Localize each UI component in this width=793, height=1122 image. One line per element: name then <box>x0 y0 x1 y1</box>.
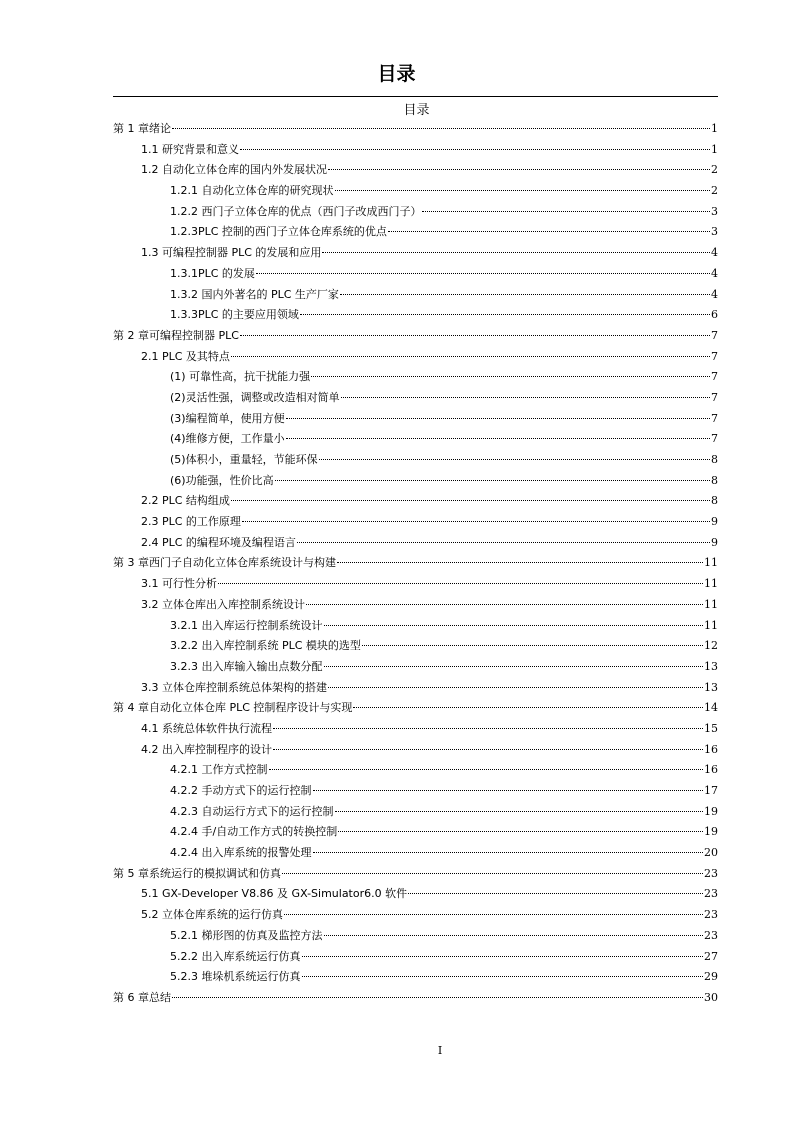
toc-entry-page: 27 <box>704 949 718 963</box>
toc-entry-label: 1.3.2 国内外著名的 PLC 生产厂家 <box>170 287 339 301</box>
toc-entry-page: 14 <box>704 701 718 715</box>
toc-entry-page: 11 <box>704 556 718 570</box>
toc-entry[interactable] <box>113 905 718 926</box>
page-number: I <box>437 1044 443 1057</box>
toc-entry-page: 1 <box>711 122 718 135</box>
toc-entry-label: 3.2.1 出入库运行控制系统设计 <box>170 618 323 632</box>
dot-leader <box>231 356 710 357</box>
toc-entry-label: 2.2 PLC 结构组成 <box>141 494 230 508</box>
toc-entry-page: 9 <box>711 515 718 529</box>
dot-leader <box>322 252 710 253</box>
dot-leader <box>313 852 704 853</box>
toc-entry-label: 1.1 研究背景和意义 <box>141 142 239 156</box>
dot-leader <box>319 459 710 460</box>
toc-entry-page: 16 <box>704 742 718 756</box>
toc-entry-label: 第 4 章自动化立体仓库 PLC 控制程序设计与实现 <box>113 701 353 715</box>
dot-leader <box>324 666 704 667</box>
toc-entry[interactable] <box>113 285 718 306</box>
toc-entry-label: 1.3.3PLC 的主要应用领域 <box>170 308 299 322</box>
toc-entry-label: 4.2.4 手/自动工作方式的转换控制 <box>170 825 338 839</box>
toc-entry-page: 8 <box>711 473 718 487</box>
toc-entry-label: 第 5 章系统运行的模拟调试和仿真 <box>113 866 281 880</box>
toc-entry-page: 7 <box>711 390 718 404</box>
toc-entry-page: 7 <box>711 370 718 384</box>
toc-entry-page: 11 <box>704 597 718 611</box>
dot-leader <box>328 687 703 688</box>
toc-entry[interactable] <box>113 802 718 823</box>
toc-entry[interactable] <box>113 533 718 554</box>
toc-entry[interactable] <box>113 491 718 512</box>
toc-entry-page: 1 <box>711 142 718 156</box>
dot-leader <box>172 997 703 998</box>
toc-entry-label: 3.2.3 出入库输入输出点数分配 <box>170 659 323 673</box>
toc-entry[interactable] <box>113 947 718 968</box>
dot-leader <box>302 976 704 977</box>
toc-entry-label: 1.3 可编程控制器 PLC 的发展和应用 <box>141 246 322 260</box>
toc-entry[interactable] <box>113 553 718 574</box>
toc-entry-page: 13 <box>704 680 718 694</box>
toc-entry-label: 4.2.1 工作方式控制 <box>170 763 268 777</box>
toc-entry[interactable] <box>113 264 718 285</box>
toc-entry-label: (6)功能强，性价比高 <box>170 473 274 487</box>
toc-entry-page: 23 <box>704 928 718 942</box>
toc-entry-label: 2.3 PLC 的工作原理 <box>141 515 241 529</box>
toc-entry[interactable] <box>113 698 718 719</box>
toc-entry[interactable] <box>113 926 718 947</box>
toc-entry-page: 17 <box>704 784 718 797</box>
dot-leader <box>311 376 710 377</box>
toc-entry-label: 4.2 出入库控制程序的设计 <box>141 742 272 756</box>
toc-entry-label: (4)维修方便，工作量小 <box>170 432 285 446</box>
header-rule <box>113 96 718 97</box>
dot-leader <box>353 707 703 708</box>
toc-entry-label: (5)体积小，重量轻，节能环保 <box>170 453 318 466</box>
toc-entry-label: 5.2.3 堆垛机系统运行仿真 <box>170 970 301 984</box>
toc-entry-page: 3 <box>711 204 718 218</box>
toc-entry-label: 1.2 自动化立体仓库的国内外发展状况 <box>141 163 327 177</box>
toc-entry-page: 16 <box>704 763 718 777</box>
toc-entry-label: 1.2.2 西门子立体仓库的优点（西门子改成西门子） <box>170 204 422 218</box>
toc-entry[interactable] <box>113 450 718 471</box>
toc-entry-label: 5.2.1 梯形图的仿真及监控方法 <box>170 928 323 942</box>
dot-leader <box>297 542 710 543</box>
toc-entry-page: 8 <box>711 453 718 466</box>
dot-leader <box>328 169 710 170</box>
toc-entry[interactable] <box>113 884 718 905</box>
toc-entry[interactable] <box>113 409 718 430</box>
toc-entry-label: 3.1 可行性分析 <box>141 577 217 591</box>
toc-entry-label: 4.1 系统总体软件执行流程 <box>141 721 272 735</box>
toc-entry-page: 3 <box>711 225 718 239</box>
dot-leader <box>338 831 703 832</box>
toc-entry[interactable] <box>113 740 718 761</box>
dot-leader <box>284 914 703 915</box>
toc-entry[interactable] <box>113 388 718 409</box>
document-title: 目录 <box>377 63 416 85</box>
toc-entry-label: 1.2.1 自动化立体仓库的研究现状 <box>170 184 334 198</box>
toc-entry-page: 12 <box>704 639 718 653</box>
dot-leader <box>240 335 710 336</box>
toc-entry-page: 7 <box>711 411 718 425</box>
toc-entry[interactable] <box>113 367 718 388</box>
dot-leader <box>313 790 704 791</box>
toc-entry[interactable] <box>113 181 718 202</box>
toc-entry[interactable] <box>113 471 718 492</box>
dot-leader <box>273 728 703 729</box>
toc-entry[interactable] <box>113 305 718 326</box>
dot-leader <box>340 294 710 295</box>
toc-entry[interactable] <box>113 781 718 802</box>
toc-entry-page: 15 <box>704 721 718 735</box>
dot-leader <box>335 811 704 812</box>
toc-entry-page: 19 <box>704 825 718 839</box>
dot-leader <box>337 562 703 563</box>
dot-leader <box>300 314 710 315</box>
dot-leader <box>302 956 704 957</box>
dot-leader <box>324 625 704 626</box>
toc-entry-label: (1) 可靠性高，抗干扰能力强 <box>170 370 311 384</box>
toc-entry[interactable] <box>113 678 718 699</box>
toc-entry[interactable] <box>113 636 718 657</box>
toc-entry[interactable] <box>113 119 718 140</box>
toc-entry-page: 2 <box>711 163 718 177</box>
toc-entry[interactable] <box>113 657 718 678</box>
toc-entry[interactable] <box>113 574 718 595</box>
dot-leader <box>324 935 704 936</box>
dot-leader <box>218 583 703 584</box>
dot-leader <box>282 873 703 874</box>
toc-entry[interactable] <box>113 760 718 781</box>
toc-entry[interactable] <box>113 243 718 264</box>
dot-leader <box>335 190 711 191</box>
toc-entry-page: 7 <box>711 432 718 446</box>
dot-leader <box>269 769 704 770</box>
toc-entry-page: 20 <box>704 846 718 860</box>
toc-entry-page: 4 <box>711 287 718 301</box>
toc-entry[interactable] <box>113 429 718 450</box>
dot-leader <box>408 893 703 894</box>
dot-leader <box>273 749 703 750</box>
toc-entry-label: 第 6 章总结 <box>113 990 171 1004</box>
toc-entry-page: 2 <box>711 184 718 198</box>
dot-leader <box>240 149 710 150</box>
toc-entry[interactable] <box>113 347 718 368</box>
toc-entry-label: 5.1 GX-Developer V8.86 及 GX-Simulator6.0 软件 <box>141 887 408 901</box>
dot-leader <box>256 273 710 274</box>
toc-heading: 目录 <box>403 103 430 118</box>
dot-leader <box>275 480 710 481</box>
toc-entry-page: 13 <box>704 659 718 673</box>
toc-entry[interactable] <box>113 719 718 740</box>
toc-entry[interactable] <box>113 202 718 223</box>
toc-entry-page: 7 <box>711 328 718 342</box>
toc-entry-page: 8 <box>711 494 718 508</box>
dot-leader <box>341 397 710 398</box>
toc-entry-page: 29 <box>704 970 718 984</box>
table-of-contents <box>113 119 718 1009</box>
toc-entry-label: 5.2.2 出入库系统运行仿真 <box>170 949 301 963</box>
dot-leader <box>388 231 710 232</box>
toc-entry-label: 4.2.4 出入库系统的报警处理 <box>170 846 312 860</box>
toc-entry-label: (2)灵活性强，调整或改造相对简单 <box>170 390 340 404</box>
toc-entry[interactable] <box>113 326 718 347</box>
toc-entry-page: 23 <box>704 908 718 922</box>
toc-entry-label: 3.2.2 出入库控制系统 PLC 模块的选型 <box>170 639 361 653</box>
toc-entry-label: 4.2.2 手动方式下的运行控制 <box>170 784 312 797</box>
toc-entry[interactable] <box>113 864 718 885</box>
toc-entry-page: 4 <box>711 266 718 280</box>
dot-leader <box>286 418 710 419</box>
toc-entry-page: 23 <box>704 887 718 901</box>
toc-entry-label: 第 2 章可编程控制器 PLC <box>113 328 239 342</box>
toc-entry-label: 第 1 章绪论 <box>113 122 171 135</box>
toc-entry[interactable] <box>113 843 718 864</box>
toc-entry-page: 11 <box>704 618 718 632</box>
dot-leader <box>422 211 710 212</box>
dot-leader <box>231 500 710 501</box>
toc-entry-label: 1.2.3PLC 控制的西门子立体仓库系统的优点 <box>170 225 387 239</box>
toc-entry-label: 5.2 立体仓库系统的运行仿真 <box>141 908 283 922</box>
toc-entry-label: 3.3 立体仓库控制系统总体架构的搭建 <box>141 680 327 694</box>
dot-leader <box>242 521 710 522</box>
toc-entry-page: 9 <box>711 535 718 549</box>
toc-entry-label: 3.2 立体仓库出入库控制系统设计 <box>141 597 305 611</box>
toc-entry-page: 4 <box>711 246 718 260</box>
toc-entry-page: 19 <box>704 804 718 818</box>
toc-entry[interactable] <box>113 822 718 843</box>
dot-leader <box>172 128 710 129</box>
toc-entry[interactable] <box>113 595 718 616</box>
toc-entry[interactable] <box>113 512 718 533</box>
toc-entry-label: (3)编程简单，使用方便 <box>170 411 285 425</box>
toc-entry[interactable] <box>113 967 718 988</box>
toc-entry[interactable] <box>113 222 718 243</box>
dot-leader <box>362 645 703 646</box>
toc-entry-page: 30 <box>704 990 718 1004</box>
toc-entry-page: 7 <box>711 349 718 363</box>
toc-entry-label: 4.2.3 自动运行方式下的运行控制 <box>170 804 334 818</box>
toc-entry[interactable] <box>113 616 718 637</box>
toc-entry[interactable] <box>113 988 718 1009</box>
toc-entry-page: 11 <box>704 577 718 591</box>
toc-entry-page: 6 <box>711 308 718 322</box>
toc-entry-label: 第 3 章西门子自动化立体仓库系统设计与构建 <box>113 556 336 570</box>
dot-leader <box>306 604 703 605</box>
toc-entry-label: 2.1 PLC 及其特点 <box>141 349 230 363</box>
dot-leader <box>286 438 710 439</box>
toc-entry-label: 2.4 PLC 的编程环境及编程语言 <box>141 535 296 549</box>
toc-entry-label: 1.3.1PLC 的发展 <box>170 266 255 280</box>
toc-entry-page: 23 <box>704 866 718 880</box>
toc-entry[interactable] <box>113 160 718 181</box>
toc-entry[interactable] <box>113 140 718 161</box>
